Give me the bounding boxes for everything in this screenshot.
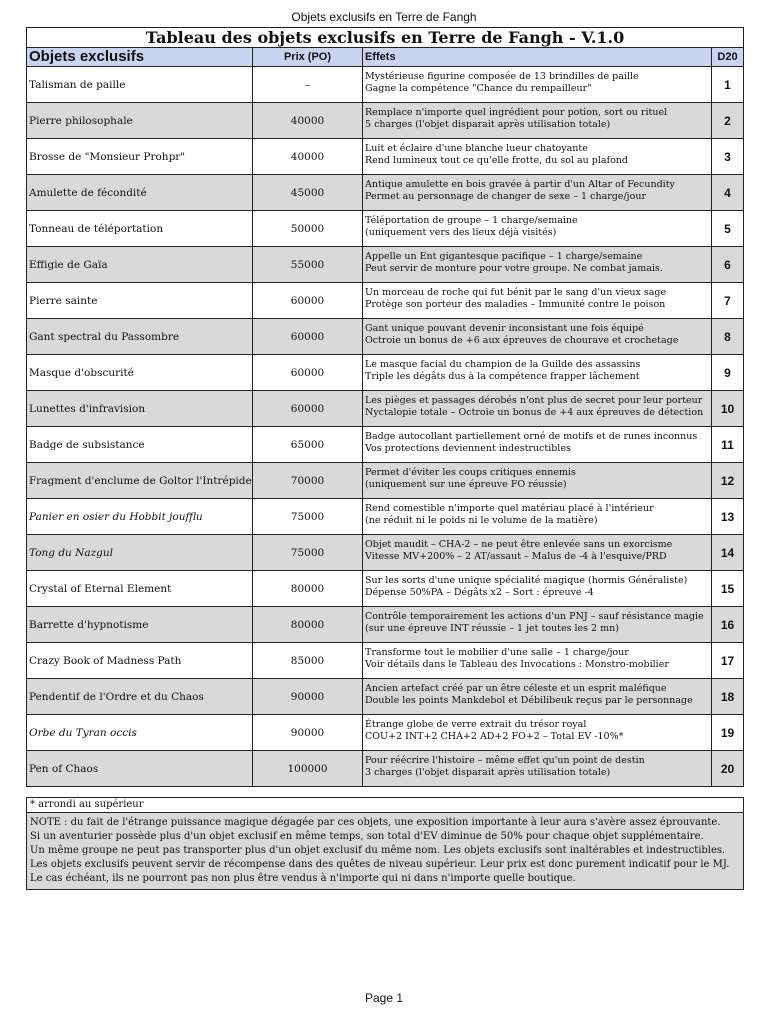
item-effects (363, 355, 712, 390)
item-effects (363, 643, 712, 678)
item-price: 60000 (253, 391, 363, 426)
item-name: Panier en osier du Hobbit joufflu (27, 499, 253, 534)
item-d20: 13 (720, 509, 735, 524)
exclusive-items-table (26, 27, 744, 787)
item-d20: 3 (724, 149, 731, 164)
item-price: 90000 (253, 715, 363, 750)
item-effects (363, 679, 712, 714)
table-row (27, 391, 743, 427)
footnote: * arrondi au supérieur (27, 798, 743, 813)
item-effects (363, 463, 712, 498)
table-row (27, 679, 743, 715)
item-price: 75000 (253, 499, 363, 534)
effect-line: (sur une épreuve INT réussie – 1 jet toutes les 2 mn) (365, 623, 619, 634)
item-d20: 7 (724, 293, 731, 308)
item-price: 60000 (253, 283, 363, 318)
item-effects (363, 175, 712, 210)
item-name: Crystal of Eternal Element (27, 571, 253, 606)
effect-line: Appelle un Ent gigantesque pacifique – 1 charge/semaine (365, 251, 643, 262)
table-row (27, 427, 743, 463)
effect-line: Transforme tout le mobilier d'une salle – 1 charge/jour (365, 647, 629, 658)
effect-line: 5 charges (l'objet disparait après utilisation totale) (365, 119, 611, 130)
table-row (27, 175, 743, 211)
item-name: Effigie de Gaïa (27, 247, 253, 282)
item-d20: 10 (720, 401, 735, 416)
item-d20: 18 (720, 689, 735, 704)
item-price: 40000 (253, 103, 363, 138)
table-row (27, 283, 743, 319)
item-price: 80000 (253, 607, 363, 642)
item-price: 45000 (253, 175, 363, 210)
table-row (27, 319, 743, 355)
item-name: Tong du Nazgul (27, 535, 253, 570)
note-line: Si un aventurier possède plus d'un objet exclusif en même temps, son total d'EV diminue de 50% pour chaque objet supplémentaire. (30, 831, 704, 842)
item-d20: 4 (724, 185, 731, 200)
item-price: 90000 (253, 679, 363, 714)
effect-line: Voir détails dans le Tableau des Invocations : Monstro-mobilier (365, 659, 669, 670)
table-row (27, 607, 743, 643)
effect-line: Gagne la compétence "Chance du rempailleur" (365, 83, 592, 94)
effect-line: Luit et éclaire d'une blanche lueur chatoyante (365, 143, 588, 154)
table-row (27, 355, 743, 391)
effect-line: Gant unique pouvant devenir inconsistant une fois équipé (365, 323, 644, 334)
note-line: Un même groupe ne peut pas transporter plus d'un objet exclusif du même nom. Les objets exclusifs sont inaltérables et indestructibles. (30, 845, 726, 856)
column-header-d20: D20 (717, 51, 738, 63)
note-line: Les objets exclusifs peuvent servir de récompense dans des quêtes de niveau supérieur. Leur prix est donc purement indicatif pour le MJ. (30, 859, 730, 870)
item-d20: 16 (720, 617, 735, 632)
item-name: Amulette de fécondité (27, 175, 253, 210)
item-effects (363, 139, 712, 174)
table-header-row (27, 48, 743, 67)
table-row (27, 535, 743, 571)
table-row (27, 211, 743, 247)
table-row (27, 751, 743, 786)
item-effects (363, 283, 712, 318)
effect-line: Étrange globe de verre extrait du trésor royal (365, 719, 587, 730)
table-row (27, 139, 743, 175)
page-number: Page 1 (364, 991, 404, 1005)
table-body (27, 67, 743, 786)
table-row (27, 67, 743, 103)
effect-line: Ancien artefact créé par un être céleste et un esprit maléfique (365, 683, 667, 694)
effect-line: Mystérieuse figurine composée de 13 brindilles de paille (365, 71, 639, 82)
table-row (27, 571, 743, 607)
item-name: Orbe du Tyran occis (27, 715, 253, 750)
table-row (27, 715, 743, 751)
item-effects (363, 715, 712, 750)
effect-line: Rend lumineux tout ce qu'elle frotte, du sol au plafond (365, 155, 629, 166)
item-effects (363, 103, 712, 138)
table-title: Tableau des objets exclusifs en Terre de Fangh - V.1.0 (27, 28, 743, 48)
item-d20: 12 (720, 473, 735, 488)
item-d20: 2 (724, 113, 731, 128)
item-price: 80000 (253, 571, 363, 606)
item-name: Brosse de "Monsieur Prohpr" (27, 139, 253, 174)
effect-line: Permet au personnage de changer de sexe – 1 charge/jour (365, 191, 646, 202)
item-d20: 19 (720, 725, 735, 740)
effect-line: Sur les sorts d'une unique spécialité magique (hormis Généraliste) (365, 575, 688, 586)
effect-line: Double les points Mankdebol et Débilibeuk reçus par le personnage (365, 695, 693, 706)
item-name: Pierre sainte (27, 283, 253, 318)
item-effects (363, 391, 712, 426)
effect-line: Rend comestible n'importe quel matériau placé à l'intérieur (365, 503, 654, 514)
table-row (27, 103, 743, 139)
effect-line: (uniquement sur une épreuve FO réussie) (365, 479, 567, 490)
effect-line: (uniquement vers des lieux déjà visités) (365, 227, 557, 238)
effect-line: Objet maudit – CHA-2 – ne peut être enlevée sans un exorcisme (365, 539, 673, 550)
effect-line: Nyctalopie totale – Octroie un bonus de +4 aux épreuves de détection (365, 407, 704, 418)
item-d20: 9 (724, 365, 731, 380)
item-name: Pierre philosophale (27, 103, 253, 138)
item-name: Barrette d'hypnotisme (27, 607, 253, 642)
effect-line: Octroie un bonus de +6 aux épreuves de chourave et crochetage (365, 335, 679, 346)
effect-line: Vos protections deviennent indestructibles (365, 443, 571, 454)
item-name: Badge de subsistance (27, 427, 253, 462)
item-price: 100000 (253, 751, 363, 786)
effect-line: Badge autocollant partiellement orné de motifs et de runes inconnus (365, 431, 698, 442)
item-price: 55000 (253, 247, 363, 282)
effect-line: Permet d'éviter les coups critiques ennemis (365, 467, 576, 478)
effect-line: Un morceau de roche qui fut bénit par le sang d'un vieux sage (365, 287, 667, 298)
item-effects (363, 571, 712, 606)
item-name: Pendentif de l'Ordre et du Chaos (27, 679, 253, 714)
table-row (27, 499, 743, 535)
notes-box (26, 797, 744, 890)
item-d20: 8 (724, 329, 731, 344)
effect-line: Téléportation de groupe – 1 charge/semaine (365, 215, 578, 226)
effect-line: COU+2 INT+2 CHA+2 AD+2 FO+2 – Total EV -10%* (365, 731, 624, 742)
item-price: 75000 (253, 535, 363, 570)
item-effects (363, 67, 712, 102)
item-d20: 5 (724, 221, 731, 236)
effect-line: Antique amulette en bois gravée à partir d'un Altar of Fecundity (365, 179, 675, 190)
item-d20: 11 (721, 437, 734, 452)
item-effects (363, 751, 712, 786)
effect-line: Les pièges et passages dérobés n'ont plus de secret pour leur porteur (365, 395, 703, 406)
item-price: 40000 (253, 139, 363, 174)
effect-line: Peut servir de monture pour votre groupe. Ne combat jamais. (365, 263, 663, 274)
item-d20: 1 (724, 77, 731, 92)
document-header: Objets exclusifs en Terre de Fangh (291, 10, 477, 24)
item-price: 50000 (253, 211, 363, 246)
item-price: 60000 (253, 319, 363, 354)
column-header-effects: Effets (363, 48, 712, 66)
item-name: Talisman de paille (27, 67, 253, 102)
item-price: 85000 (253, 643, 363, 678)
item-name: Masque d'obscurité (27, 355, 253, 390)
note-body (27, 813, 743, 889)
item-name: Lunettes d'infravision (27, 391, 253, 426)
table-row (27, 463, 743, 499)
effect-line: Vitesse MV+200% – 2 AT/assaut – Malus de -4 à l'esquive/PRD (365, 551, 667, 562)
item-price: – (253, 67, 363, 102)
item-name: Crazy Book of Madness Path (27, 643, 253, 678)
table-row (27, 247, 743, 283)
item-effects (363, 499, 712, 534)
item-effects (363, 319, 712, 354)
effect-line: Protège son porteur des maladies – Immunité contre le poison (365, 299, 666, 310)
item-effects (363, 607, 712, 642)
item-effects (363, 247, 712, 282)
item-d20: 14 (720, 545, 735, 560)
effect-line: (ne réduit ni le poids ni le volume de la matière) (365, 515, 598, 526)
item-effects (363, 427, 712, 462)
column-header-price: Prix (PO) (253, 48, 363, 66)
effect-line: 3 charges (l'objet disparait après utilisation totale) (365, 767, 611, 778)
note-line: Le cas échéant, ils ne pourront pas non plus être vendus à n'importe qui ni dans n'importe quelle boutique. (30, 873, 576, 884)
item-price: 70000 (253, 463, 363, 498)
item-price: 65000 (253, 427, 363, 462)
effect-line: Triple les dégâts dus à la compétence frapper lâchement (365, 371, 640, 382)
item-effects (363, 211, 712, 246)
item-d20: 15 (720, 581, 735, 596)
item-d20: 6 (724, 257, 731, 272)
column-header-name: Objets exclusifs (27, 48, 253, 66)
note-line: NOTE : du fait de l'étrange puissance magique dégagée par ces objets, une exposition importante à leur aura s'avère assez éprouvante. (30, 817, 721, 828)
item-d20: 20 (720, 761, 735, 776)
item-name: Tonneau de téléportation (27, 211, 253, 246)
table-row (27, 643, 743, 679)
item-name: Fragment d'enclume de Goltor l'Intrépide (27, 463, 253, 498)
item-d20: 17 (720, 653, 735, 668)
item-name: Pen of Chaos (27, 751, 253, 786)
effect-line: Remplace n'importe quel ingrédient pour potion, sort ou rituel (365, 107, 668, 118)
item-name: Gant spectral du Passombre (27, 319, 253, 354)
effect-line: Pour réécrire l'histoire – même effet qu'un point de destin (365, 755, 645, 766)
item-effects (363, 535, 712, 570)
effect-line: Le masque facial du champion de la Guilde des assassins (365, 359, 641, 370)
effect-line: Dépense 50%PA – Dégâts x2 – Sort : épreuve -4 (365, 587, 594, 598)
effect-line: Contrôle temporairement les actions d'un PNJ – sauf résistance magie (365, 611, 704, 622)
item-price: 60000 (253, 355, 363, 390)
